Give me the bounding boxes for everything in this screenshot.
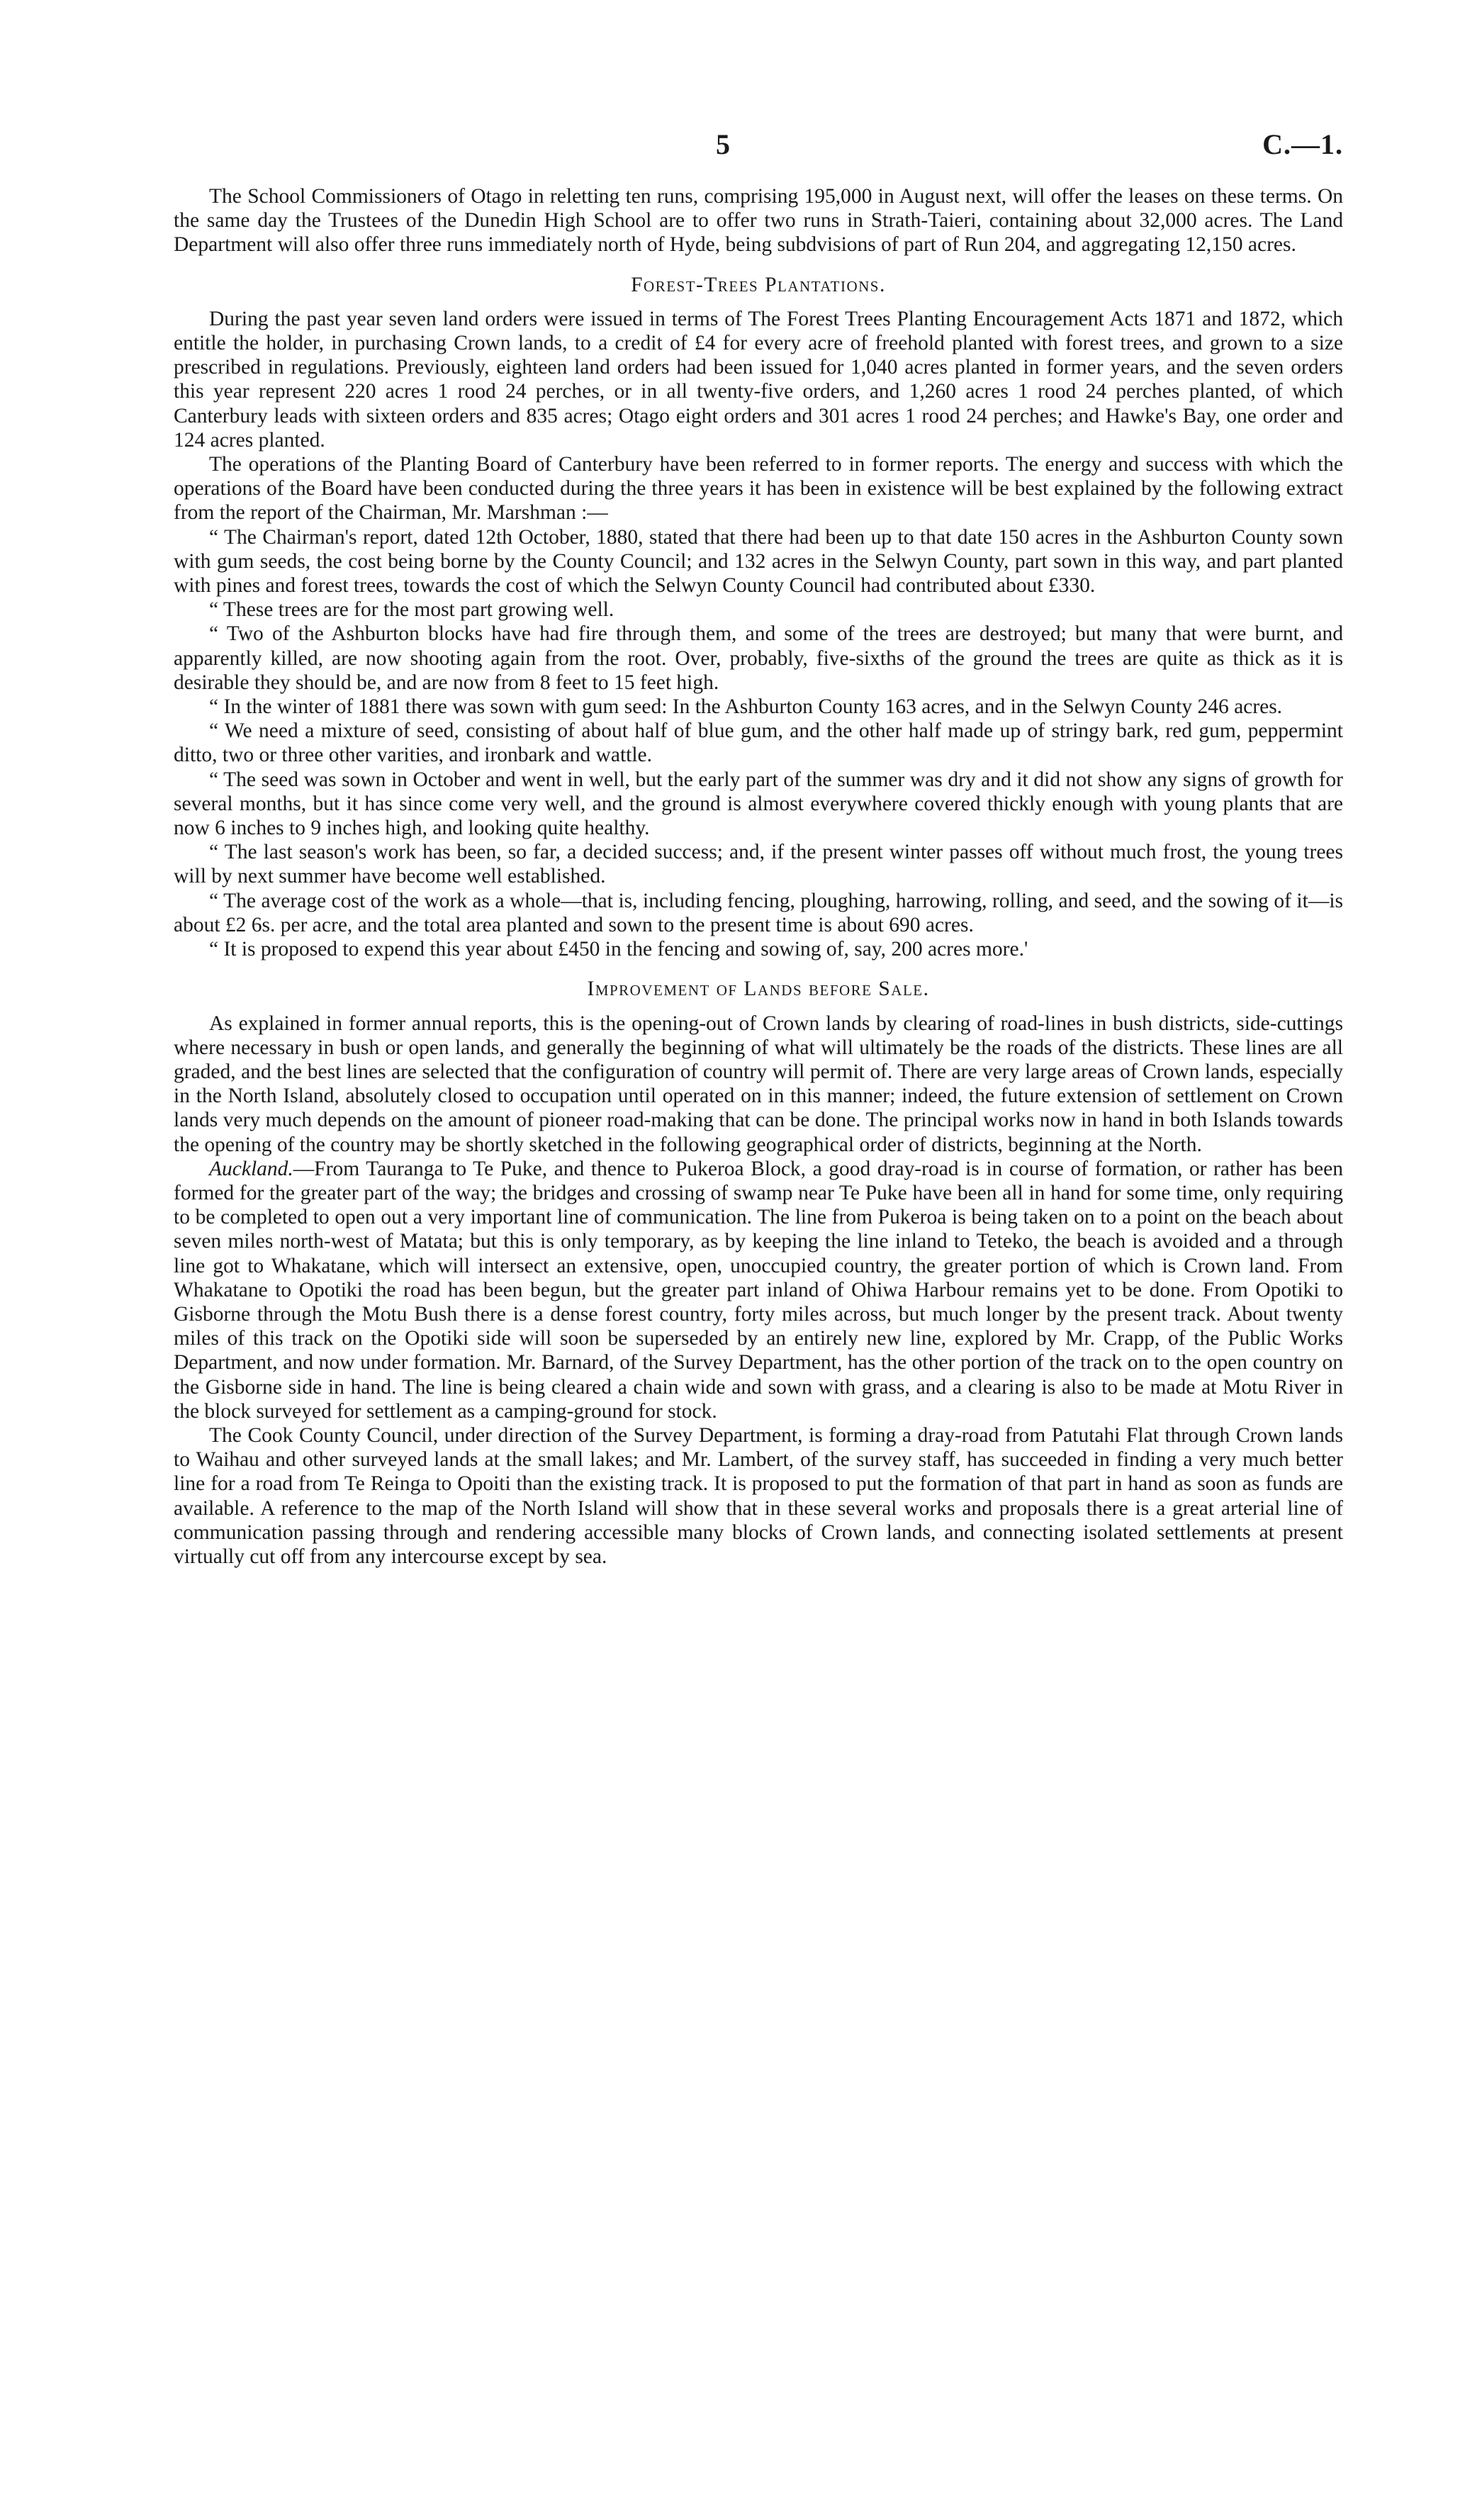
quote-paragraph-8: “ The average cost of the work as a whole—that is, including fencing, ploughing, harrowing, rolling, and seed, and the sowing of it—is about £2 6s. per acre, and the total area planted and sown to the present time is about 690 acres. — [174, 889, 1343, 936]
quote-paragraph-3: “ Two of the Ashburton blocks have had fire through them, and some of the trees are destroyed; but many that were burnt, and apparently killed, are now shooting again from the root. Over, probably, five-sixths of the ground the trees are quite as thick as it is desirable they should be, and are now from 8 feet to 15 feet high. — [174, 622, 1343, 694]
section-heading-forest: Forest-Trees Plantations. — [631, 273, 886, 296]
body-text — [174, 184, 1343, 1569]
auckland-label: Auckland. — [209, 1157, 293, 1180]
document-reference: C.—1. — [1262, 128, 1343, 160]
page-number: 5 — [716, 128, 730, 160]
quote-paragraph-7: “ The last season's work has been, so far, a decided success; and, if the present winter passes off without much frost, the young trees will by next summer have become well established. — [174, 841, 1343, 888]
auckland-paragraph — [174, 1157, 1343, 1423]
forest-paragraph-1: During the past year seven land orders were issued in terms of The Forest Trees Planting Encouragement Acts 1871 and 1872, which entitle the holder, in purchasing Crown lands, to a credit of £4 for every acre of freehold planted with forest trees, and grown to a size prescribed in regulations. Previously, eighteen land orders had been issued for 1,040 acres planted in former years, and the seven orders this year represent 220 acres 1 rood 24 perches, or in all twenty-five orders, and 1,260 acres 1 rood 24 perches planted, of which Canterbury leads with sixteen orders and 835 acres; Otago eight orders and 301 acres 1 rood 24 perches; and Hawke's Bay, one order and 124 acres planted. — [174, 307, 1343, 452]
quote-paragraph-5: “ We need a mixture of seed, consisting of about half of blue gum, and the other half made up of stringy bark, red gum, peppermint ditto, two or three other varities, and ironbark and wattle. — [174, 719, 1343, 767]
cook-county-paragraph: The Cook County Council, under direction of the Survey Department, is forming a dray-road from Patutahi Flat through Crown lands to Waihau and other surveyed lands at the small lakes; and Mr. Lambert, of the survey staff, has succeeded in finding a very much better line for a road from Te Reinga to Opoiti than the existing track. It is proposed to put the formation of that part in hand as soon as funds are available. A reference to the map of the North Island will show that in these several works and proposals there is a great arterial line of communication passing through and rendering accessible many blocks of Crown lands, and connecting isolated settlements at present virtually cut off from any intercourse except by sea. — [174, 1423, 1343, 1568]
section-heading-improvement: Improvement of Lands before Sale. — [587, 978, 930, 1001]
forest-paragraph-2: The operations of the Planting Board of Canterbury have been referred to in former reports. The energy and success with which the operations of the Board have been conducted during the three years it has been in existence will be best explained by the following extract from the report of the Chairman, Mr. Marshman :— — [174, 453, 1343, 525]
improvement-paragraph-1: As explained in former annual reports, this is the opening-out of Crown lands by clearing of road-lines in bush districts, side-cuttings where necessary in bush or open lands, and generally the beginning of what will ultimately be the roads of the districts. These lines are all graded, and the best lines are selected that the configuration of country will permit of. There are very large areas of Crown lands, especially in the North Island, absolutely closed to occupation until operated on in this manner; indeed, the future extension of settlement on Crown lands very much depends on the amount of pioneer road-making that can be done. The principal works now in hand in both Islands towards the opening of the country may be shortly sketched in the following geographical order of districts, beginning at the North. — [174, 1012, 1343, 1156]
quote-paragraph-9: “ It is proposed to expend this year about £450 in the fencing and sowing of, say, 200 acres more.' — [209, 938, 1028, 961]
auckland-text: —From Tauranga to Te Puke, and thence to Pukeroa Block, a good dray-road is in course of formation, or rather has been formed for the greater part of the way; the bridges and crossing of swamp near Te Puke have been all in hand for some time, only requiring to be completed to open out a very important line of communication. The line from Pukeroa is being taken on to a point on the beach about seven miles north-west of Matata; but this is only temporary, as by keeping the line inland to Teteko, the beach is avoided and a through line got to Whakatane, which will intersect an extensive, open, unoccupied country, the greater portion of which is Crown land. From Whakatane to Opotiki the road has been begun, but the greater part inland of Ohiwa Harbour remains yet to be done. From Opotiki to Gisborne through the Motu Bush there is a dense forest country, forty miles across, but much longer by the present track. About twenty miles of this track on the Opotiki side will soon be superseded by an entirely new line, explored by Mr. Crapp, of the Public Works Department, and now under formation. Mr. Barnard, of the Survey Department, has the other portion of the track on to the open country on the Gisborne side in hand. The line is being cleared a chain wide and sown with grass, and a clearing is also to be made at Motu River in the block surveyed for settlement as a camping-ground for stock. — [174, 1157, 1343, 1423]
page-header — [174, 128, 1343, 184]
document-page — [174, 128, 1343, 1569]
quote-paragraph-1: “ The Chairman's report, dated 12th October, 1880, stated that there had been up to that date 150 acres in the Ashburton County sown with gum seeds, the cost being borne by the County Council; and 132 acres in the Selwyn County, part sown in this way, and part planted with pines and forest trees, towards the cost of which the Selwyn County Council had contributed about £330. — [174, 525, 1343, 598]
intro-paragraph: The School Commissioners of Otago in reletting ten runs, comprising 195,000 in August next, will offer the leases on these terms. On the same day the Trustees of the Dunedin High School are to offer two runs in Strath-Taieri, containing about 32,000 acres. The Land Department will also offer three runs immediately north of Hyde, being subdvisions of part of Run 204, and aggregating 12,150 acres. — [174, 185, 1343, 257]
quote-paragraph-6: “ The seed was sown in October and went in well, but the early part of the summer was dry and it did not show any signs of growth for several months, but it has since come very well, and the ground is almost everywhere covered thickly enough with young plants that are now 6 inches to 9 inches high, and looking quite healthy. — [174, 768, 1343, 840]
quote-paragraph-4: “ In the winter of 1881 there was sown with gum seed: In the Ashburton County 163 acres, and in the Selwyn County 246 acres. — [209, 695, 1283, 719]
quote-paragraph-2: “ These trees are for the most part growing well. — [209, 598, 614, 622]
